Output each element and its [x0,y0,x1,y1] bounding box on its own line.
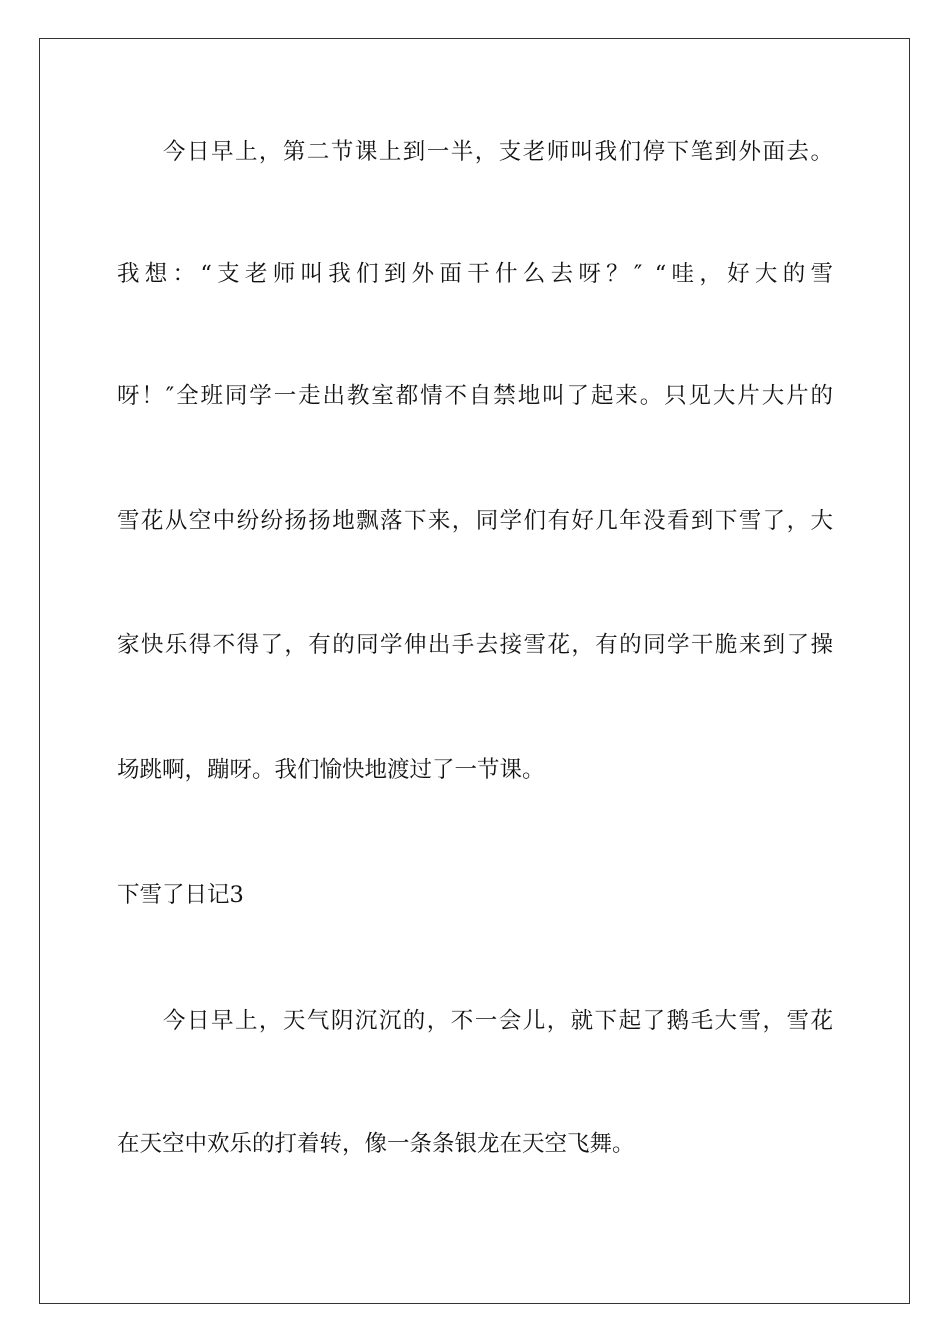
paragraph-1-line-1: 今日早上，第二节课上到一半，支老师叫我们停下笔到外面去。 [163,139,833,165]
paragraph-1-line-4: 雪花从空中纷纷扬扬地飘落下来，同学们有好几年没看到下雪了，大 [117,508,833,534]
paragraph-2-line-2: 在天空中欢乐的打着转，像一条条银龙在天空飞舞。 [117,1131,635,1157]
paragraph-1-line-3: 呀！″全班同学一走出教室都情不自禁地叫了起来。只见大片大片的 [117,383,833,409]
paragraph-1-line-2: 我想：“支老师叫我们到外面干什么去呀？″ “哇，好大的雪 [117,261,833,287]
paragraph-1-line-5: 家快乐得不得了，有的同学伸出手去接雪花，有的同学干脆来到了操 [117,632,833,658]
page-border [39,38,910,1304]
paragraph-2-line-1: 今日早上，天气阴沉沉的，不一会儿，就下起了鹅毛大雪，雪花 [163,1008,833,1034]
paragraph-1-line-6: 场跳啊，蹦呀。我们愉快地渡过了一节课。 [117,757,545,783]
section-heading: 下雪了日记3 [117,882,244,908]
